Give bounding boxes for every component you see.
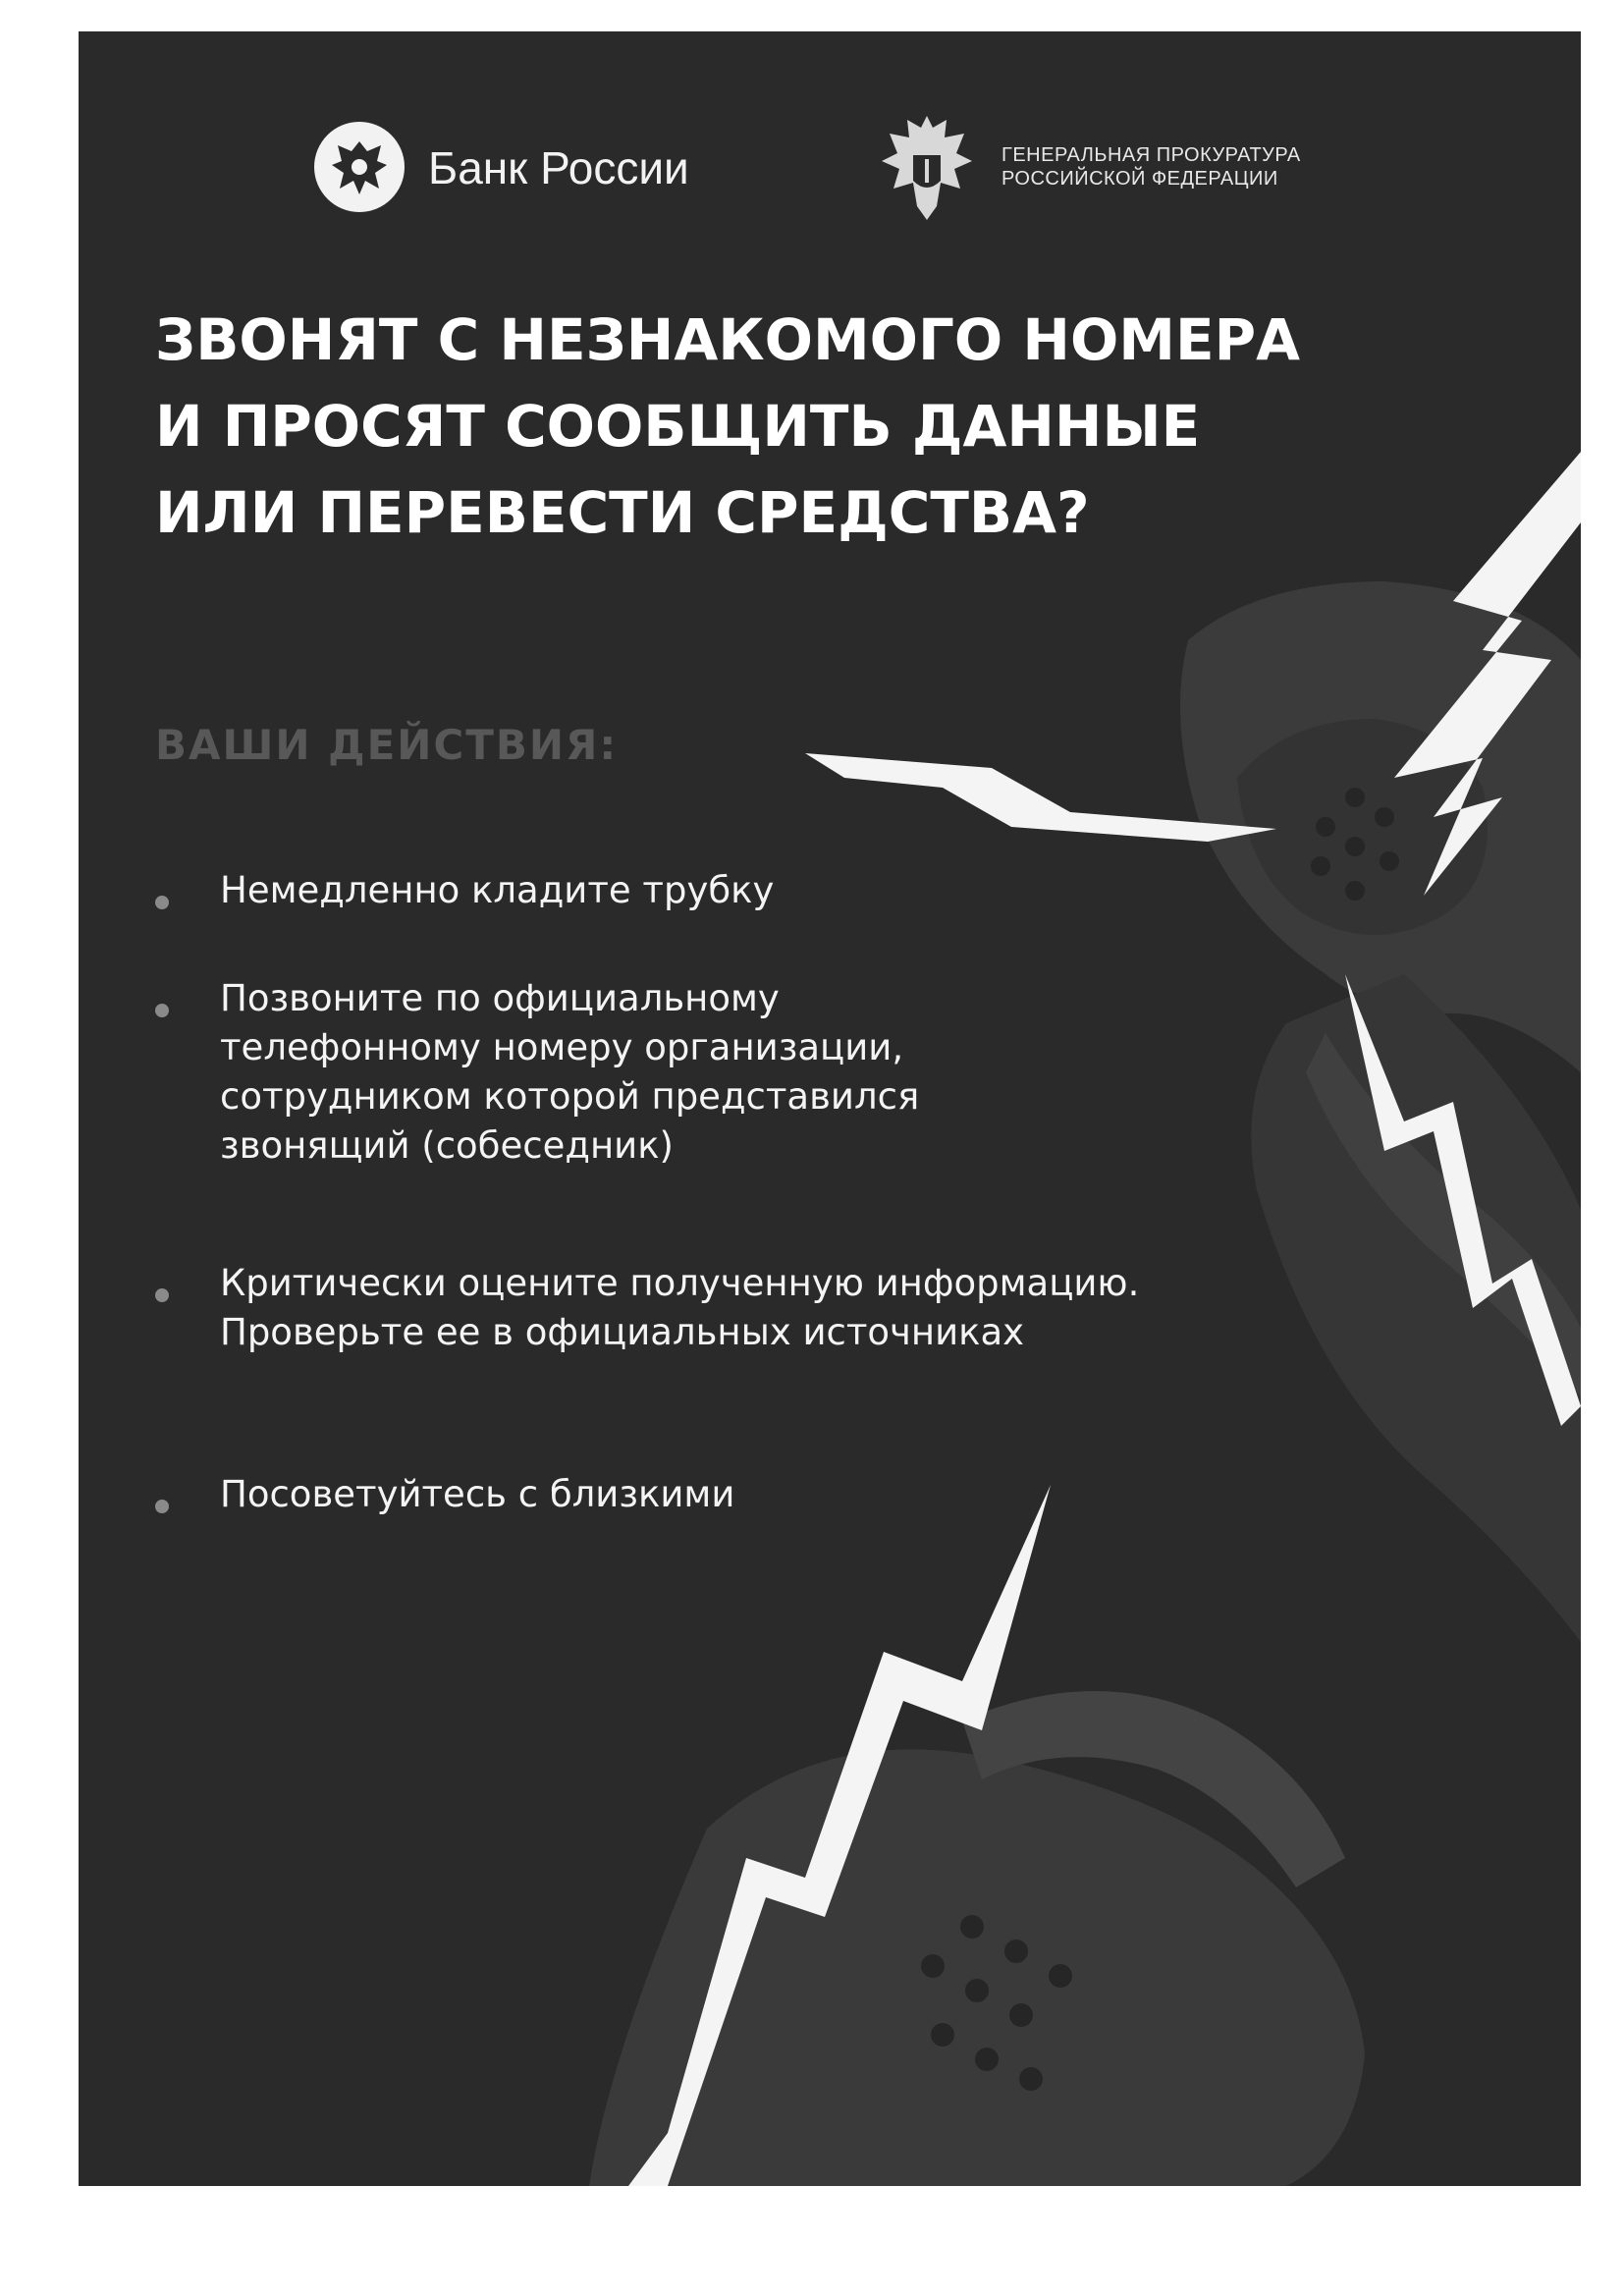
bullet-icon (155, 1500, 169, 1513)
double-headed-eagle-icon (312, 120, 406, 214)
poster (79, 31, 1581, 2186)
bullet-icon (155, 1004, 169, 1017)
bank-logo-text: Банк России (428, 142, 689, 193)
action-text: Критически оцените полученную информацию. Проверьте ее в официальных источниках (220, 1262, 1140, 1353)
bank-of-russia-logo (312, 120, 784, 218)
action-text: Позвоните по официальному телефонному номеру организации, сотрудником которой представился звонящий (собеседник) (220, 977, 920, 1167)
bullet-icon (155, 1288, 169, 1302)
headline-text: ЗВОНЯТ С НЕЗНАКОМОГО НОМЕРА И ПРОСЯТ СООБЩИТЬ ДАННЫЕ ИЛИ ПЕРЕВЕСТИ СРЕДСТВА? (155, 306, 1301, 546)
prosecutor-general-logo (874, 110, 1424, 228)
action-text: Немедленно кладите трубку (220, 869, 775, 911)
prosecutor-eagle-emblem-icon (874, 110, 980, 228)
bullet-icon (155, 896, 169, 909)
action-text: Посоветуйтесь с близкими (220, 1473, 735, 1515)
prosecutor-logo-text (1001, 143, 1301, 191)
prosecutor-logo-line1: ГЕНЕРАЛЬНАЯ ПРОКУРАТУРА (1001, 144, 1301, 166)
headline (155, 297, 1510, 556)
prosecutor-logo-line2: РОССИЙСКОЙ ФЕДЕРАЦИИ (1001, 168, 1278, 190)
actions-title: ВАШИ ДЕЙСТВИЯ: (155, 721, 619, 769)
